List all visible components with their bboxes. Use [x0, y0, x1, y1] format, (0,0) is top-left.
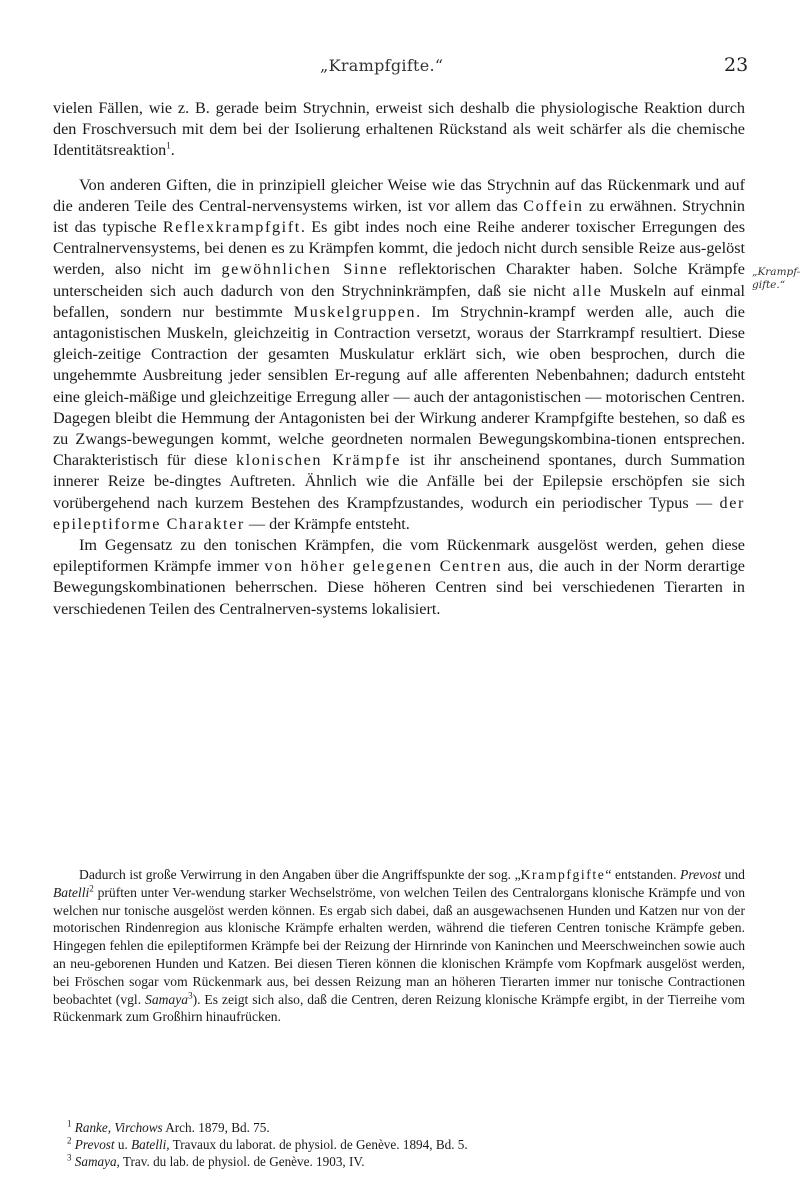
small-text: Dadurch ist große Verwirrung in den Angaben über die Angriffspunkte der sog. „: [79, 867, 521, 882]
p2-text: . Im Strychnin-krampf werden alle, auch die antagonistischen Muskeln, gleichzeitig in Contraction versetzt, woraus der Starrkrampf resultiert. Diese gleich-zeitige Contraction der gesamten Muskulatur erklärt sich, wie oben besprochen, durch die ungehemmte Ausbreitung jeder sensiblen Er-regung auf alle afferenten Nebenbahnen; dadurch entsteht eine gleich-mäßige und gleichzeitige Erregung aller — auch der antagonistischen — motorischen Centren. Dagegen bleibt die Hemmung der Antagonisten bei der Wirkung anderer Krampfgifte bestehen, so daß es zu Zwangs-bewegungen kommt, welche geordneten normalen Bewegungskombina-tionen entsprechen. Charakteristisch für diese: [53, 302, 745, 470]
paragraph-1-end: .: [170, 141, 175, 160]
paragraph-2: [53, 175, 745, 535]
footnote-1: [53, 1119, 745, 1136]
margin-note: „Krampf-gifte.“: [752, 266, 800, 291]
p2-text: Muskeln auf einmal befallen, sondern nur bestimmte: [53, 281, 745, 321]
footnote-text: Travaux du laborat. de physiol. de Genève. 1894, Bd. 5.: [169, 1137, 468, 1152]
small-text: “ entstanden.: [605, 867, 681, 882]
emphasis-coffein: Coffein: [523, 196, 584, 215]
small-print-paragraph: [53, 866, 745, 1026]
footnote-ref-3: 3: [188, 990, 193, 1001]
emphasis-epileptiforme-charakter: der epileptiforme Charakter: [53, 493, 745, 533]
p3-text: Im Gegensatz zu den tonischen Krämpfen, die vom Rückenmark ausgelöst werden, gehen diese epileptiformen Krämpfe immer: [53, 536, 745, 576]
main-text: [53, 98, 745, 620]
page-number: 23: [724, 54, 749, 76]
footnote-number: 2: [67, 1135, 72, 1146]
emphasis-klonischen-kraempfe: klonischen Krämpfe: [235, 451, 401, 470]
footnote-ref-1: 1: [166, 141, 171, 152]
p2-text: . Es gibt indes noch eine Reihe anderer toxischer Erregungen des Centralnervensystems, bei denen es zu Krämpfen kommt, die jedoch nicht durch sensible Reize aus-gelöst werden, also nicht im: [53, 218, 745, 279]
emphasis-alle: alle: [572, 281, 603, 300]
small-text: ). Es zeigt sich also, daß die Centren, deren Reizung klonische Krämpfe ergibt, in der Tierreihe vom Rückenmark zum Großhirn hinaufrücken.: [53, 991, 746, 1025]
emphasis-hoeher-gelegenen-centren: von höher gelegenen Centren: [264, 557, 503, 576]
footnote-author: Prevost: [74, 1137, 115, 1152]
footnote-author: Samaya,: [74, 1154, 120, 1169]
p3-text: aus, die auch in der Norm derartige Bewegungskombinationen beherrschen. Diese höheren Centren sind bei verschiedenen Tierarten in verschiedenen Teilen des Centralnerven-systems lokalisiert.: [53, 557, 745, 618]
small-paragraph: [53, 866, 745, 1026]
footnote-3: [53, 1153, 745, 1170]
paragraph-1: [53, 98, 745, 162]
footnote-text: Arch. 1879, Bd. 75.: [162, 1120, 270, 1135]
footnote-author: Batelli,: [131, 1137, 170, 1152]
footnote-number: 3: [67, 1152, 72, 1163]
p2-text: Von anderen Giften, die in prinzipiell gleicher Weise wie das Strychnin auf das Rückenmark und auf die anderen Teile des Central-nervensystems wirken, ist vor allem das: [53, 175, 745, 215]
footnote-number: 1: [67, 1118, 72, 1129]
small-text: und: [721, 867, 745, 882]
paragraph-3: [53, 535, 745, 620]
footnotes: [53, 1119, 745, 1170]
p2-text: reflektorischen Charakter haben. Solche Krämpfe unterscheiden sich auch dadurch von den Strychninkrämpfen, daß sie nicht: [53, 260, 745, 300]
author-prevost: Prevost: [680, 867, 722, 882]
emphasis-krampfgifte: Krampfgifte: [520, 867, 606, 882]
author-samaya: Samaya: [145, 991, 189, 1007]
running-head: „Krampfgifte.“: [320, 56, 444, 75]
p2-text: ist ihr anscheinend spontanes, durch Summation innerer Reize be-dingtes Auftreten. Ähnlich wie die Anfälle bei der Epilepsie erschöpfen sie sich vorübergehend nach kurzem Bestehen des Krampfzustandes, wodurch ein periodischer Typus —: [53, 451, 745, 512]
p2-text: — der Krämpfe entsteht.: [244, 514, 410, 533]
footnote-text: u.: [114, 1137, 132, 1152]
footnote-text: Trav. du lab. de physiol. de Genève. 1903, IV.: [119, 1154, 365, 1169]
emphasis-gewoehnlichen-sinne: gewöhnlichen Sinne: [221, 260, 389, 279]
small-text: prüften unter Ver-wendung starker Wechselströme, von welchen Teilen des Centralorgans klonische Krämpfe und von welchen nur tonische ausgelöst werden können. Es ergab sich dabei, daß an ausgewachsenen Hunden und Katzen nur von der motorischen Rindenregion aus klonische Krämpfe erhalten werden, während die tieferen Centren tonische Krämpfe geben. Hingegen fehlen die epileptiformen Krämpfe bei der Reizung der Hirnrinde von Kaninchen und Meerschweinchen sowie auch an neu-geborenen Hunden und Katzen. Bei diesen Tieren können die klonischen Krämpfe vom Kopfmark ausgelöst werden, bei Fröschen sogar vom Rückenmark aus, bei dessen Reizung man an höheren Tierarten immer nur tonische Contractionen beobachtet (vgl.: [53, 884, 745, 1007]
author-batelli: Batelli: [53, 884, 90, 900]
footnote-ref-2: 2: [89, 883, 94, 894]
p2-text: zu erwähnen. Strychnin ist das typische: [53, 196, 745, 237]
footnote-author: Ranke, Virchows: [74, 1120, 163, 1135]
emphasis-muskelgruppen: Muskelgruppen: [293, 302, 417, 321]
emphasis-reflexkrampfgift: Reflexkrampfgift: [162, 218, 301, 237]
paragraph-1-text: vielen Fällen, wie z. B. gerade beim Strychnin, erweist sich deshalb die physiologische Reaktion durch den Froschversuch mit dem bei der Isolierung erhaltenen Rückstand als weit schärfer als die chemische Identitätsreaktion: [53, 99, 745, 160]
footnote-2: [53, 1136, 745, 1153]
